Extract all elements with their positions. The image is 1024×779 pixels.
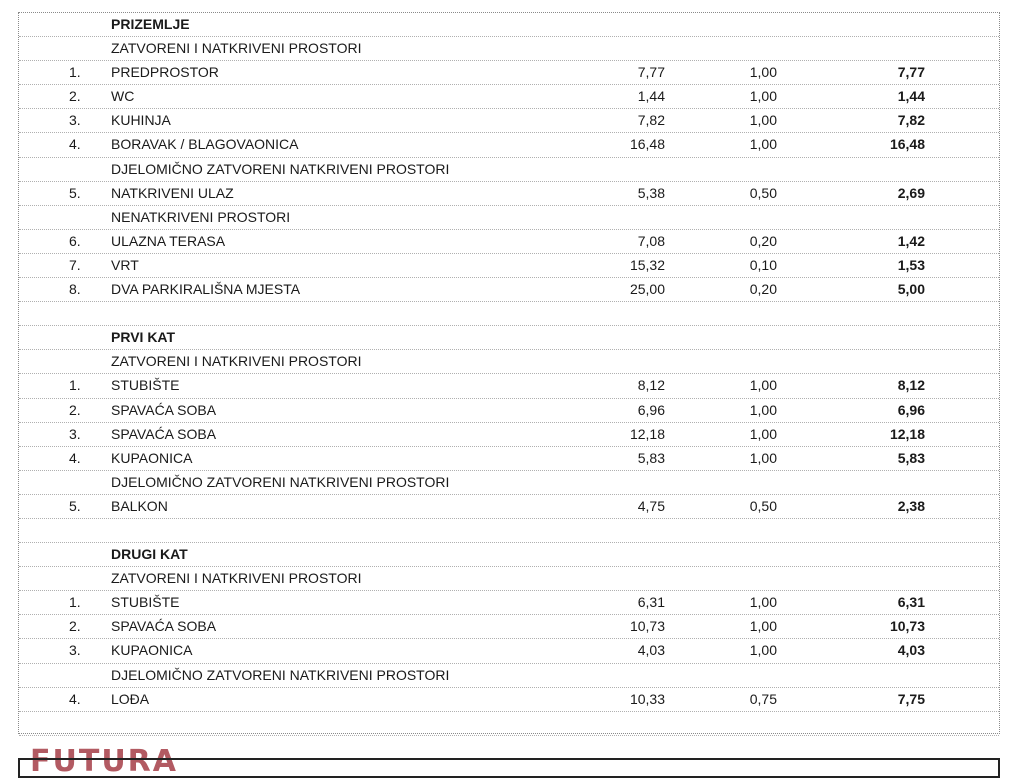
- row-number: 3.: [69, 642, 81, 659]
- room-name: WC: [111, 88, 135, 105]
- coefficient-value: 1,00: [749, 594, 777, 611]
- table-row: [19, 423, 999, 447]
- coefficient-value: 1,00: [749, 642, 777, 659]
- coefficient-value: 0,20: [749, 281, 777, 298]
- table-row: [19, 254, 999, 278]
- area-value: 6,31: [637, 594, 665, 611]
- coefficient-value: 1,00: [749, 112, 777, 129]
- section-header-row: [19, 543, 999, 567]
- group-label: ZATVORENI I NATKRIVENI PROSTORI: [111, 40, 362, 57]
- coefficient-value: 0,20: [749, 232, 777, 249]
- weighted-area-value: 7,77: [897, 64, 925, 81]
- group-label: DJELOMIČNO ZATVORENI NATKRIVENI PROSTORI: [111, 666, 450, 683]
- table-row: [19, 615, 999, 639]
- spacer-row: [19, 712, 999, 736]
- group-label-row: [19, 350, 999, 374]
- row-number: 5.: [69, 497, 81, 514]
- room-name: KUPAONICA: [111, 449, 193, 466]
- row-number: 4.: [69, 690, 81, 707]
- weighted-area-value: 2,38: [897, 497, 925, 514]
- coefficient-value: 0,10: [749, 256, 777, 273]
- weighted-area-value: 12,18: [889, 425, 925, 442]
- row-number: 1.: [69, 594, 81, 611]
- table-row: [19, 374, 999, 398]
- group-label: ZATVORENI I NATKRIVENI PROSTORI: [111, 570, 362, 587]
- room-name: SPAVAĆA SOBA: [111, 425, 217, 442]
- row-number: 2.: [69, 88, 81, 105]
- coefficient-value: 1,00: [749, 64, 777, 81]
- coefficient-value: 0,50: [749, 497, 777, 514]
- coefficient-value: 0,50: [749, 184, 777, 201]
- row-number: 3.: [69, 425, 81, 442]
- row-number: 3.: [69, 112, 81, 129]
- group-label: DJELOMIČNO ZATVORENI NATKRIVENI PROSTORI: [111, 473, 450, 490]
- brand-logo: FUTURA: [30, 744, 178, 779]
- table-row: [19, 639, 999, 663]
- row-number: 2.: [69, 401, 81, 418]
- table-row: [19, 688, 999, 712]
- room-name: STUBIŠTE: [111, 377, 180, 394]
- area-value: 16,48: [629, 136, 665, 153]
- spacer-row: [19, 519, 999, 543]
- row-number: 5.: [69, 184, 81, 201]
- weighted-area-value: 1,44: [897, 88, 925, 105]
- table-row: [19, 230, 999, 254]
- row-number: 8.: [69, 281, 81, 298]
- table-row: [19, 278, 999, 302]
- row-number: 4.: [69, 136, 81, 153]
- room-name: VRT: [111, 256, 139, 273]
- weighted-area-value: 2,69: [897, 184, 925, 201]
- room-name: NATKRIVENI ULAZ: [111, 184, 234, 201]
- section-header-row: [19, 13, 999, 37]
- weighted-area-value: 5,83: [897, 449, 925, 466]
- table-body: [19, 13, 999, 736]
- group-label-row: [19, 567, 999, 591]
- weighted-area-value: 10,73: [889, 618, 925, 635]
- area-value: 7,77: [637, 64, 665, 81]
- area-value: 8,12: [637, 377, 665, 394]
- area-value: 7,08: [637, 232, 665, 249]
- coefficient-value: 0,75: [749, 690, 777, 707]
- weighted-area-value: 4,03: [897, 642, 925, 659]
- coefficient-value: 1,00: [749, 449, 777, 466]
- weighted-area-value: 1,53: [897, 256, 925, 273]
- table-row: [19, 399, 999, 423]
- room-name: LOĐA: [111, 690, 150, 707]
- room-name: SPAVAĆA SOBA: [111, 401, 217, 418]
- footer-frame: [18, 758, 1000, 778]
- coefficient-value: 1,00: [749, 618, 777, 635]
- row-number: 7.: [69, 256, 81, 273]
- weighted-area-value: 7,82: [897, 112, 925, 129]
- coefficient-value: 1,00: [749, 401, 777, 418]
- table-row: [19, 109, 999, 133]
- group-label-row: [19, 206, 999, 230]
- coefficient-value: 1,00: [749, 88, 777, 105]
- section-title: PRVI KAT: [111, 329, 176, 346]
- section-header-row: [19, 326, 999, 350]
- area-value: 12,18: [629, 425, 665, 442]
- room-name: STUBIŠTE: [111, 594, 180, 611]
- area-value: 25,00: [629, 281, 665, 298]
- room-name: KUPAONICA: [111, 642, 193, 659]
- area-value: 5,38: [637, 184, 665, 201]
- area-value: 15,32: [629, 256, 665, 273]
- table-row: [19, 591, 999, 615]
- area-value: 10,73: [629, 618, 665, 635]
- area-value: 6,96: [637, 401, 665, 418]
- table-row: [19, 85, 999, 109]
- area-value: 4,03: [637, 642, 665, 659]
- weighted-area-value: 6,31: [897, 594, 925, 611]
- weighted-area-value: 6,96: [897, 401, 925, 418]
- room-name: KUHINJA: [111, 112, 171, 129]
- table-row: [19, 495, 999, 519]
- spacer-row: [19, 302, 999, 326]
- group-label-row: [19, 37, 999, 61]
- group-label: NENATKRIVENI PROSTORI: [111, 208, 291, 225]
- table-row: [19, 133, 999, 157]
- area-value: 10,33: [629, 690, 665, 707]
- group-label-row: [19, 471, 999, 495]
- room-name: BALKON: [111, 497, 168, 514]
- section-title: PRIZEMLJE: [111, 16, 190, 32]
- area-table: [18, 12, 1000, 734]
- room-name: SPAVAĆA SOBA: [111, 618, 217, 635]
- weighted-area-value: 8,12: [897, 377, 925, 394]
- coefficient-value: 1,00: [749, 377, 777, 394]
- group-label: ZATVORENI I NATKRIVENI PROSTORI: [111, 353, 362, 370]
- area-value: 4,75: [637, 497, 665, 514]
- room-name: DVA PARKIRALIŠNA MJESTA: [111, 281, 301, 298]
- room-name: BORAVAK / BLAGOVAONICA: [111, 136, 299, 153]
- section-title: DRUGI KAT: [111, 546, 188, 563]
- group-label: DJELOMIČNO ZATVORENI NATKRIVENI PROSTORI: [111, 160, 450, 177]
- row-number: 1.: [69, 377, 81, 394]
- weighted-area-value: 5,00: [897, 281, 925, 298]
- coefficient-value: 1,00: [749, 136, 777, 153]
- row-number: 4.: [69, 449, 81, 466]
- room-name: PREDPROSTOR: [111, 64, 219, 81]
- weighted-area-value: 1,42: [897, 232, 925, 249]
- area-value: 5,83: [637, 449, 665, 466]
- area-value: 7,82: [637, 112, 665, 129]
- weighted-area-value: 16,48: [889, 136, 925, 153]
- table-row: [19, 61, 999, 85]
- group-label-row: [19, 664, 999, 688]
- room-name: ULAZNA TERASA: [111, 232, 226, 249]
- group-label-row: [19, 158, 999, 182]
- row-number: 1.: [69, 64, 81, 81]
- weighted-area-value: 7,75: [897, 690, 925, 707]
- table-row: [19, 182, 999, 206]
- table-row: [19, 447, 999, 471]
- area-value: 1,44: [637, 88, 665, 105]
- row-number: 6.: [69, 232, 81, 249]
- coefficient-value: 1,00: [749, 425, 777, 442]
- row-number: 2.: [69, 618, 81, 635]
